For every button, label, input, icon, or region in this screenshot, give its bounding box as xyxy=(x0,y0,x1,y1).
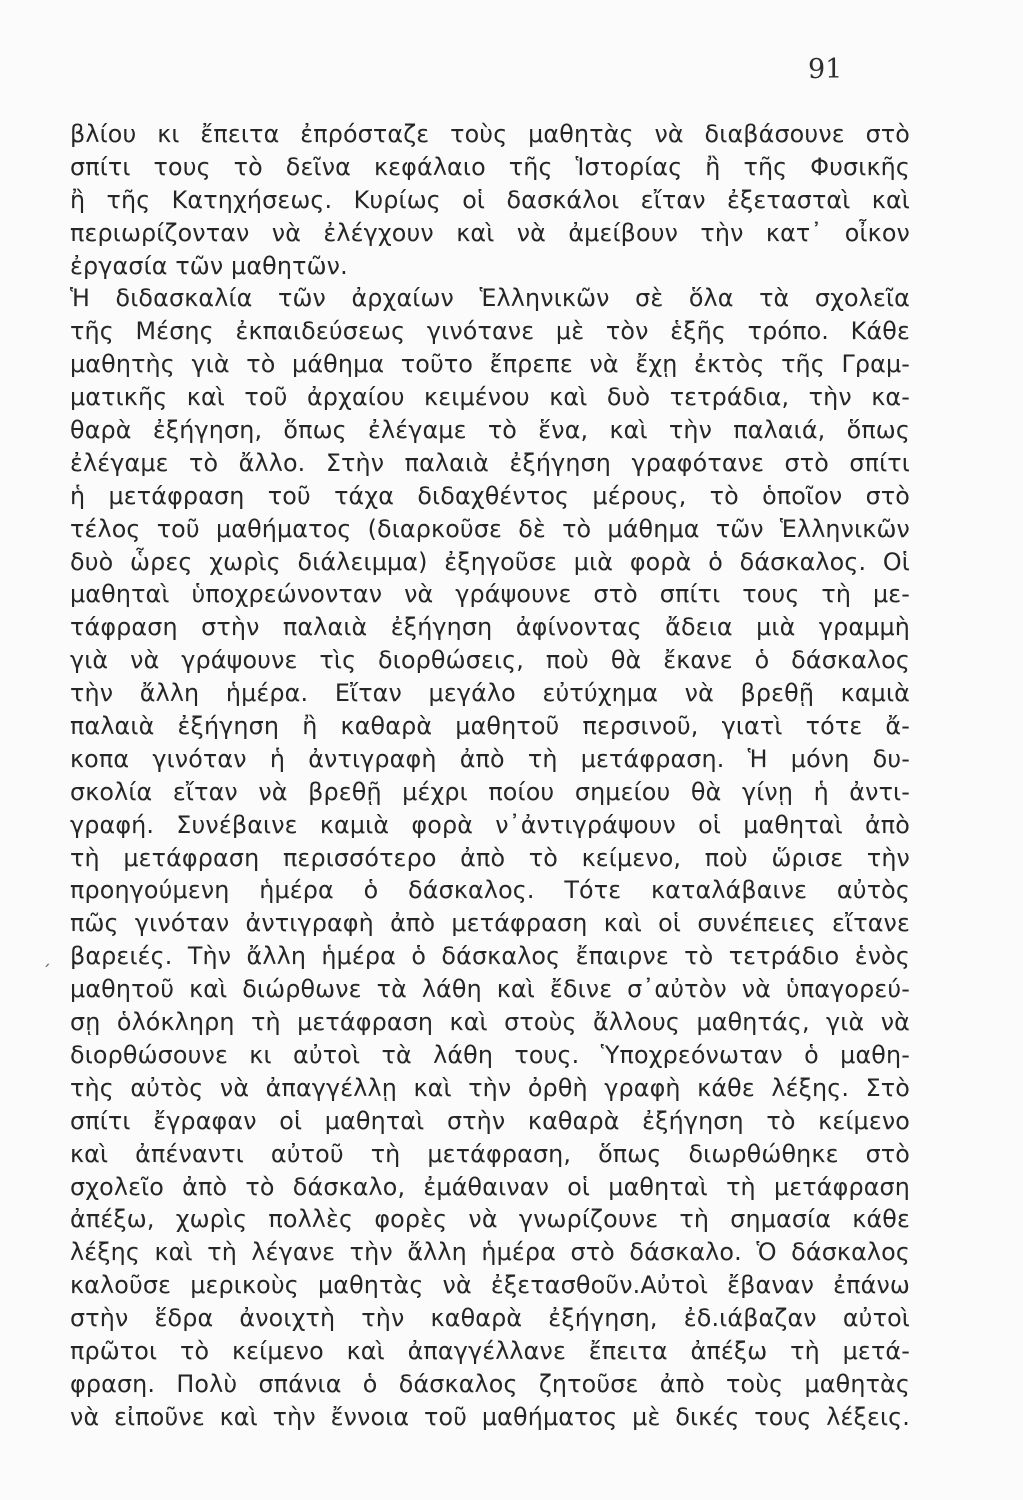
text-line: δυὸ ὧρες χωρὶς διάλειμμα) ἐξηγοῦσε μιὰ φορὰ ὁ δάσκαλος. Οἱ xyxy=(70,547,910,576)
text-line: μαθητοῦ καὶ διώρθωνε τὰ λάθη καὶ ἔδινε σ᾽αὐτὸν νὰ ὑπαγορεύ- xyxy=(70,975,910,1004)
margin-mark: ´ xyxy=(42,962,51,983)
text-line: περιωρίζονταν νὰ ἐλέγχουν καὶ νὰ ἀμείβουν τὴν κατ᾽ οἶκον xyxy=(70,218,910,247)
text-line: σκολία εἴταν νὰ βρεθῇ μέχρι ποίου σημείου θὰ γίνῃ ἡ ἀντι- xyxy=(70,777,910,806)
text-line: βλίου κι ἔπειτα ἐπρόσταζε τοὺς μαθητὰς νὰ διαβάσουνε στὸ xyxy=(70,120,910,148)
text-line: σχολεῖο ἀπὸ τὸ δάσκαλο, ἐμάθαιναν οἱ μαθηταὶ τὴ μετάφραση xyxy=(70,1172,910,1201)
text-line: ἢ τῆς Κατηχήσεως. Κυρίως οἱ δασκάλοι εἴταν ἐξετασταὶ καὶ xyxy=(70,185,910,214)
text-line: παλαιὰ ἐξήγηση ἢ καθαρὰ μαθητοῦ περσινοῦ, γιατὶ τότε ἄ- xyxy=(70,712,910,741)
text-line: μαθητὴς γιὰ τὸ μάθημα τοῦτο ἔπρεπε νὰ ἔχῃ ἐκτὸς τῆς Γραμ- xyxy=(70,350,910,379)
text-line: σπίτι ἔγραφαν οἱ μαθηταὶ στὴν καθαρὰ ἐξήγηση τὸ κείμενο xyxy=(70,1106,910,1135)
text-line: στὴν ἕδρα ἀνοιχτὴ τὴν καθαρὰ ἐξήγηση, ἐδ.ιάβαζαν αὐτοὶ xyxy=(70,1304,910,1333)
text-line: καὶ ἀπέναντι αὐτοῦ τὴ μετάφραση, ὅπως διωρθώθηκε στὸ xyxy=(70,1139,910,1168)
text-line: ἀπέξω, χωρὶς πολλὲς φορὲς νὰ γνωρίζουνε τὴ σημασία κάθε xyxy=(70,1205,910,1234)
text-line: θαρὰ ἐξήγηση, ὅπως ἐλέγαμε τὸ ἕνα, καὶ τὴν παλαιά, ὅπως xyxy=(70,416,910,445)
text-line: ἡ μετάφραση τοῦ τάχα διδαχθέντος μέρους, τὸ ὁποῖον στὸ xyxy=(70,481,910,510)
body-text xyxy=(70,118,910,1434)
text-line: λέξης καὶ τὴ λέγανε τὴν ἄλλη ἡμέρα στὸ δάσκαλο. Ὁ δάσκαλος xyxy=(70,1238,910,1267)
text-line: βαρειές. Τὴν ἄλλη ἡμέρα ὁ δάσκαλος ἔπαιρνε τὸ τετράδιο ἑνὸς xyxy=(70,942,910,971)
text-line: τὴς αὐτὸς νὰ ἀπαγγέλλῃ καὶ τὴν ὀρθὴ γραφὴ κάθε λέξης. Στὸ xyxy=(70,1073,910,1102)
text-line: σῃ ὁλόκληρη τὴ μετάφραση καὶ στοὺς ἄλλους μαθητάς, γιὰ νὰ xyxy=(70,1008,910,1037)
text-line: σπίτι τους τὸ δεῖνα κεφάλαιο τῆς Ἱστορίας ἢ τῆς Φυσικῆς xyxy=(70,152,910,181)
text-line: ματικῆς καὶ τοῦ ἀρχαίου κειμένου καὶ δυὸ τετράδια, τὴν κα- xyxy=(70,383,910,412)
text-line: τέλος τοῦ μαθήματος (διαρκοῦσε δὲ τὸ μάθημα τῶν Ἑλληνικῶν xyxy=(70,514,910,543)
text-line: ἐλέγαμε τὸ ἄλλο. Στὴν παλαιὰ ἐξήγηση γραφότανε στὸ σπίτι xyxy=(70,448,910,477)
text-line: κοπα γινόταν ἡ ἀντιγραφὴ ἀπὸ τὴ μετάφραση. Ἡ μόνη δυ- xyxy=(70,744,910,773)
text-line: διορθώσουνε κι αὐτοὶ τὰ λάθη τους. Ὑποχρεόνωταν ὁ μαθη- xyxy=(70,1040,910,1069)
text-line: γιὰ νὰ γράψουνε τὶς διορθώσεις, ποὺ θὰ ἔκανε ὁ δάσκαλος xyxy=(70,646,910,675)
text-line: φραση. Πολὺ σπάνια ὁ δάσκαλος ζητοῦσε ἀπὸ τοὺς μαθητὰς xyxy=(70,1369,910,1398)
text-line: ἐργασία τῶν μαθητῶν. xyxy=(70,251,348,280)
text-line: νὰ εἰποῦνε καὶ τὴν ἔννοια τοῦ μαθήματος μὲ δικές τους λέξεις. xyxy=(70,1402,910,1431)
page-number: 91 xyxy=(808,54,843,85)
text-line: γραφή. Συνέβαινε καμιὰ φορὰ ν᾽ἀντιγράψουν οἱ μαθηταὶ ἀπὸ xyxy=(70,810,910,839)
text-line: καλοῦσε μερικοὺς μαθητὰς νὰ ἐξετασθοῦν.Αὐτοὶ ἔβαναν ἐπάνω xyxy=(70,1271,910,1300)
text-line: τάφραση στὴν παλαιὰ ἐξήγηση ἀφίνοντας ἄδεια μιὰ γραμμὴ xyxy=(70,613,910,642)
text-line: προηγούμενη ἡμέρα ὁ δάσκαλος. Τότε καταλάβαινε αὐτὸς xyxy=(70,876,910,905)
text-line: μαθηταὶ ὑποχρεώνονταν νὰ γράψουνε στὸ σπίτι τους τὴ με- xyxy=(70,580,910,609)
text-line: πῶς γινόταν ἀντιγραφὴ ἀπὸ μετάφραση καὶ οἱ συνέπειες εἴτανε xyxy=(70,909,910,938)
text-line: τὴν ἄλλη ἡμέρα. Εἴταν μεγάλο εὐτύχημα νὰ βρεθῇ καμιὰ xyxy=(70,679,910,708)
text-line: πρῶτοι τὸ κείμενο καὶ ἀπαγγέλλανε ἔπειτα ἀπέξω τὴ μετά- xyxy=(70,1336,910,1365)
text-line: τῆς Μέσης ἐκπαιδεύσεως γινότανε μὲ τὸν ἑξῆς τρόπο. Κάθε xyxy=(70,317,910,346)
text-line: τὴ μετάφραση περισσότερο ἀπὸ τὸ κείμενο, ποὺ ὥρισε τὴν xyxy=(70,843,910,872)
text-line: Ἡ διδασκαλία τῶν ἀρχαίων Ἑλληνικῶν σὲ ὅλα τὰ σχολεῖα xyxy=(70,284,910,313)
